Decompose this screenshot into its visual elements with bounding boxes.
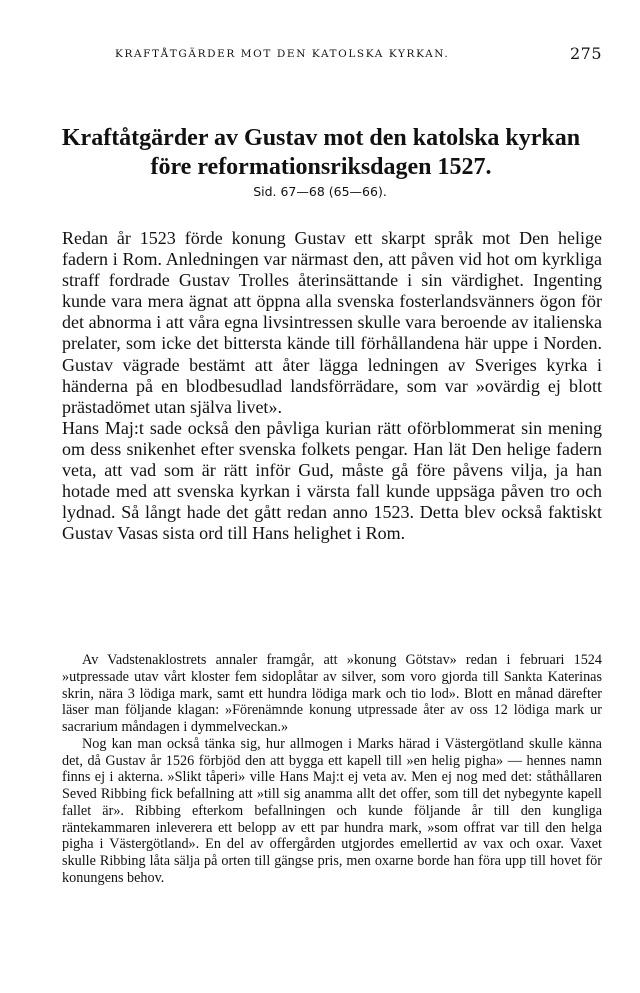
notes-paragraph-1: Av Vadstenaklostrets annaler framgår, att »konung Götstav» redan i februari 1524 »utpressade utav vårt kloster fem sidoplåtar av silver, som voro gjorda till Sankta Katerinas skrin, nära 3 lödiga mark, samt ett hundra lödiga mark och tio lod». Blott en månad därefter läser man följande klagan: »Förenämnde konung utpressade åter av oss 12 lödiga mark ur sacrarium måndagen i dymmelveckan.» xyxy=(62,652,602,735)
main-text xyxy=(62,228,602,544)
main-paragraph-1: Redan år 1523 förde konung Gustav ett skarpt språk mot Den helige fadern i Rom. Anledningen var närmast den, att påven vid hot om kyrkliga straff fordrade Gustav Trolles återinsättande i sin värdighet. Ingenting kunde vara mera ägnat att öppna alla svenska fosterlandsvänners ögon för det abnorma i att våra egna livsintressen skulle vara beroende av italienska prelater, som icke det bittersta kände till förhållandena här uppe i Norden. Gustav vägrade bestämt att åter lägga ledningen av Sveriges kyrka i händerna på en blodbesudlad landsförrädare, som var »ovärdig ej blott prästadömet utan själva livet». xyxy=(62,228,602,417)
main-paragraph-2: Hans Maj:t sade också den påvliga kurian rätt oförblommerat sin mening om dess snikenhet efter svenska folkets pengar. Han lät Den helige fadern veta, att vad som är rätt inför Gud, måste gå före påvens vilja, ja han hotade med att svenska kyrkan i värsta fall kunde uppsäga påven tro och lydnad. Så långt hade det gått redan anno 1523. Detta blev också faktiskt Gustav Vasas sista ord till Hans helighet i Rom. xyxy=(62,417,602,544)
chapter-title-line-1: Kraftåtgärder av Gustav mot den katolska kyrkan xyxy=(61,125,581,151)
page-reference: Sid. 67—68 (65—66). xyxy=(253,184,387,199)
chapter-title xyxy=(36,124,606,182)
notes-paragraph-2: Nog kan man också tänka sig, hur allmogen i Marks härad i Västergötland skulle känna det, då Gustav år 1526 förbjöd den att bygga ett kapell till »en helig pigha» — hennes namn finns ej i akterna. »Slikt tåperi» ville Hans Maj:t ej veta av. Men ej nog med det: ståthållaren Seved Ribbing fick befallning att »till sig anamma allt det offer, som till det nybegynte kapell fallet är». Ribbing efterkom befallningen och kunde följande år till den kungliga räntekammaren inleverera ett belopp av ett par hundra mark, »som offrat var till den helga pigha i Västergötland». En del av offergården utgjordes emellertid av vax och oxar. Vaxet skulle Ribbing låta sälja på orten till gängse pris, men oxarne borde han föra upp till hovet för konungens behov. xyxy=(62,735,602,886)
page-number: 275 xyxy=(569,44,602,63)
chapter-title-line-2: före reformationsriksdagen 1527. xyxy=(150,154,492,180)
running-header: KRAFTÅTGÄRDER MOT DEN KATOLSKA KYRKAN. xyxy=(115,48,450,60)
notes-text xyxy=(62,652,602,887)
